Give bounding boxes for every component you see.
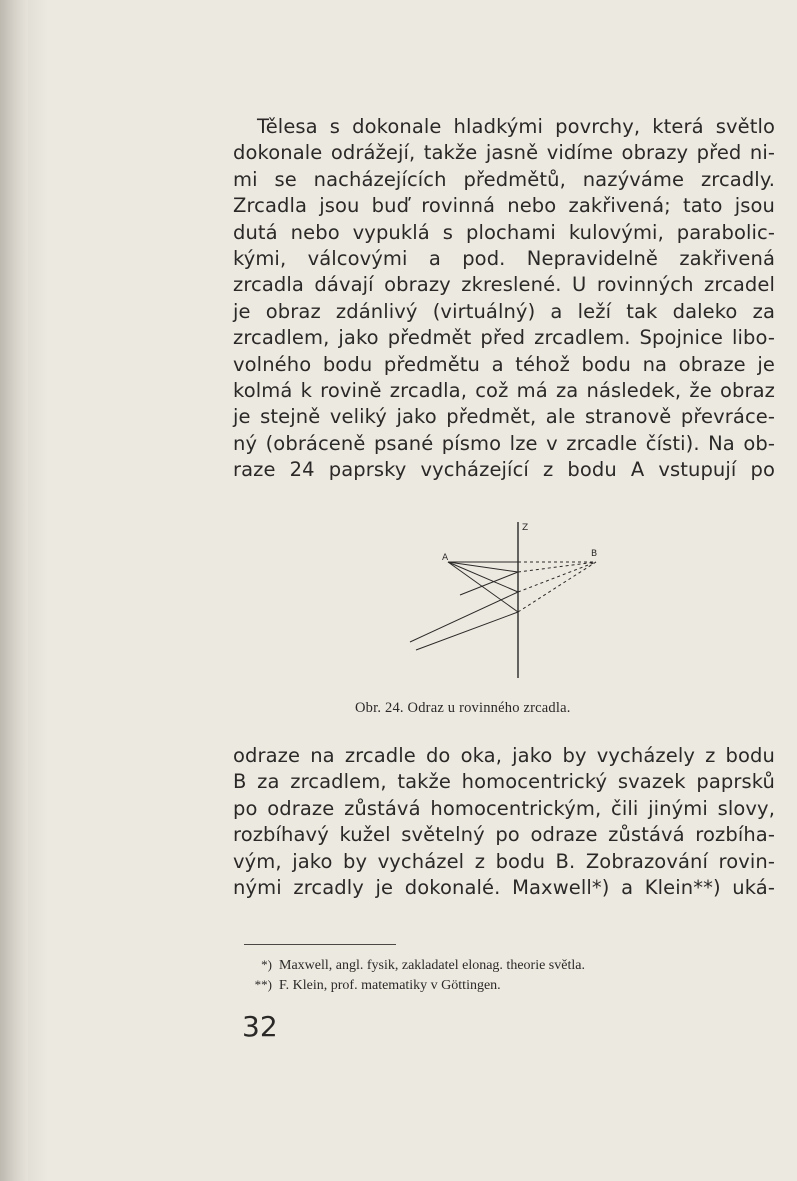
page-gutter-shadow — [28, 0, 48, 1181]
footnote-maxwell — [246, 955, 786, 975]
paragraph-1-line: kými, válcovými a pod. Nepravidelně zakřivená — [233, 247, 775, 271]
paragraph-1-line: dokonale odrážejí, takže jasně vidíme obrazy před ni- — [233, 141, 775, 165]
virtual-ray-2 — [518, 562, 596, 592]
page-binding-edge — [0, 0, 28, 1181]
page-number: 32 — [242, 1010, 278, 1043]
paragraph-1-line: zrcadlem, jako předmět před zrcadlem. Spojnice libo- — [233, 326, 775, 350]
paragraph-1-line: je stejně veliký jako předmět, ale stranově převráce- — [233, 405, 775, 429]
footnote-klein — [246, 975, 786, 995]
label-b: B — [591, 549, 598, 559]
footnotes — [246, 955, 786, 995]
reflected-ray-2 — [410, 592, 518, 642]
paragraph-2-line: rozbíhavý kužel světelný po odraze zůstává rozbíha- — [233, 823, 775, 847]
footnote-divider — [244, 944, 396, 945]
footnote-marker: **) — [254, 977, 272, 992]
paragraph-1-line: je obraz zdánlivý (virtuálný) a leží tak daleko za — [233, 299, 775, 323]
paragraph-1-line: Tělesa s dokonale hladkými povrchy, která světlo — [257, 115, 775, 138]
reflected-ray-3 — [416, 612, 518, 650]
paragraph-1-line: raze 24 paprsky vycházející z bodu A vstupují po — [233, 458, 775, 482]
paragraph-1-line: zrcadla dávají obrazy zkreslené. U rovinných zrcadel — [233, 273, 775, 297]
figure-caption: Obr. 24. Odraz u rovinného zrcadla. — [355, 700, 571, 716]
virtual-ray-1 — [518, 562, 596, 572]
paragraph-1-line: ný (obráceně psané písmo lze v zrcadle čísti). Na ob- — [233, 431, 775, 455]
paragraph-1 — [233, 114, 775, 484]
paragraph-1-line: Zrcadla jsou buď rovinná nebo zakřivená; tato jsou — [233, 194, 775, 218]
label-a: A — [442, 553, 449, 563]
paragraph-2-line: nými zrcadly je dokonalé. Maxwell*) a Klein**) uká- — [233, 876, 775, 900]
footnote-marker: *) — [261, 957, 272, 972]
paragraph-2 — [233, 743, 775, 901]
footnote-text: Maxwell, angl. fysik, zakladatel elonag. theorie světla. — [279, 958, 585, 973]
paragraph-1-line: kolmá k rovině zrcadla, což má za následek, že obraz — [233, 379, 775, 403]
label-z: Z — [522, 523, 529, 533]
paragraph-1-line: volného bodu předmětu a téhož bodu na obraze je — [233, 352, 775, 376]
mirror-diagram — [408, 520, 608, 690]
paragraph-2-line: B za zrcadlem, takže homocentrický svazek paprsků — [233, 770, 775, 794]
paragraph-2-line: po odraze zůstává homocentrickým, čili jinými slovy, — [233, 796, 775, 820]
paragraph-2-line: odraze na zrcadle do oka, jako by vycházely z bodu — [233, 744, 775, 767]
paragraph-2-line: vým, jako by vycházel z bodu B. Zobrazování rovin- — [233, 849, 775, 873]
paragraph-1-line: mi se nacházejících předmětů, nazýváme zrcadly. — [233, 167, 775, 191]
mirror-reflection-figure — [408, 520, 608, 690]
footnote-text: F. Klein, prof. matematiky v Göttingen. — [279, 978, 501, 993]
paragraph-1-line: dutá nebo vypuklá s plochami kulovými, parabolic- — [233, 220, 775, 244]
